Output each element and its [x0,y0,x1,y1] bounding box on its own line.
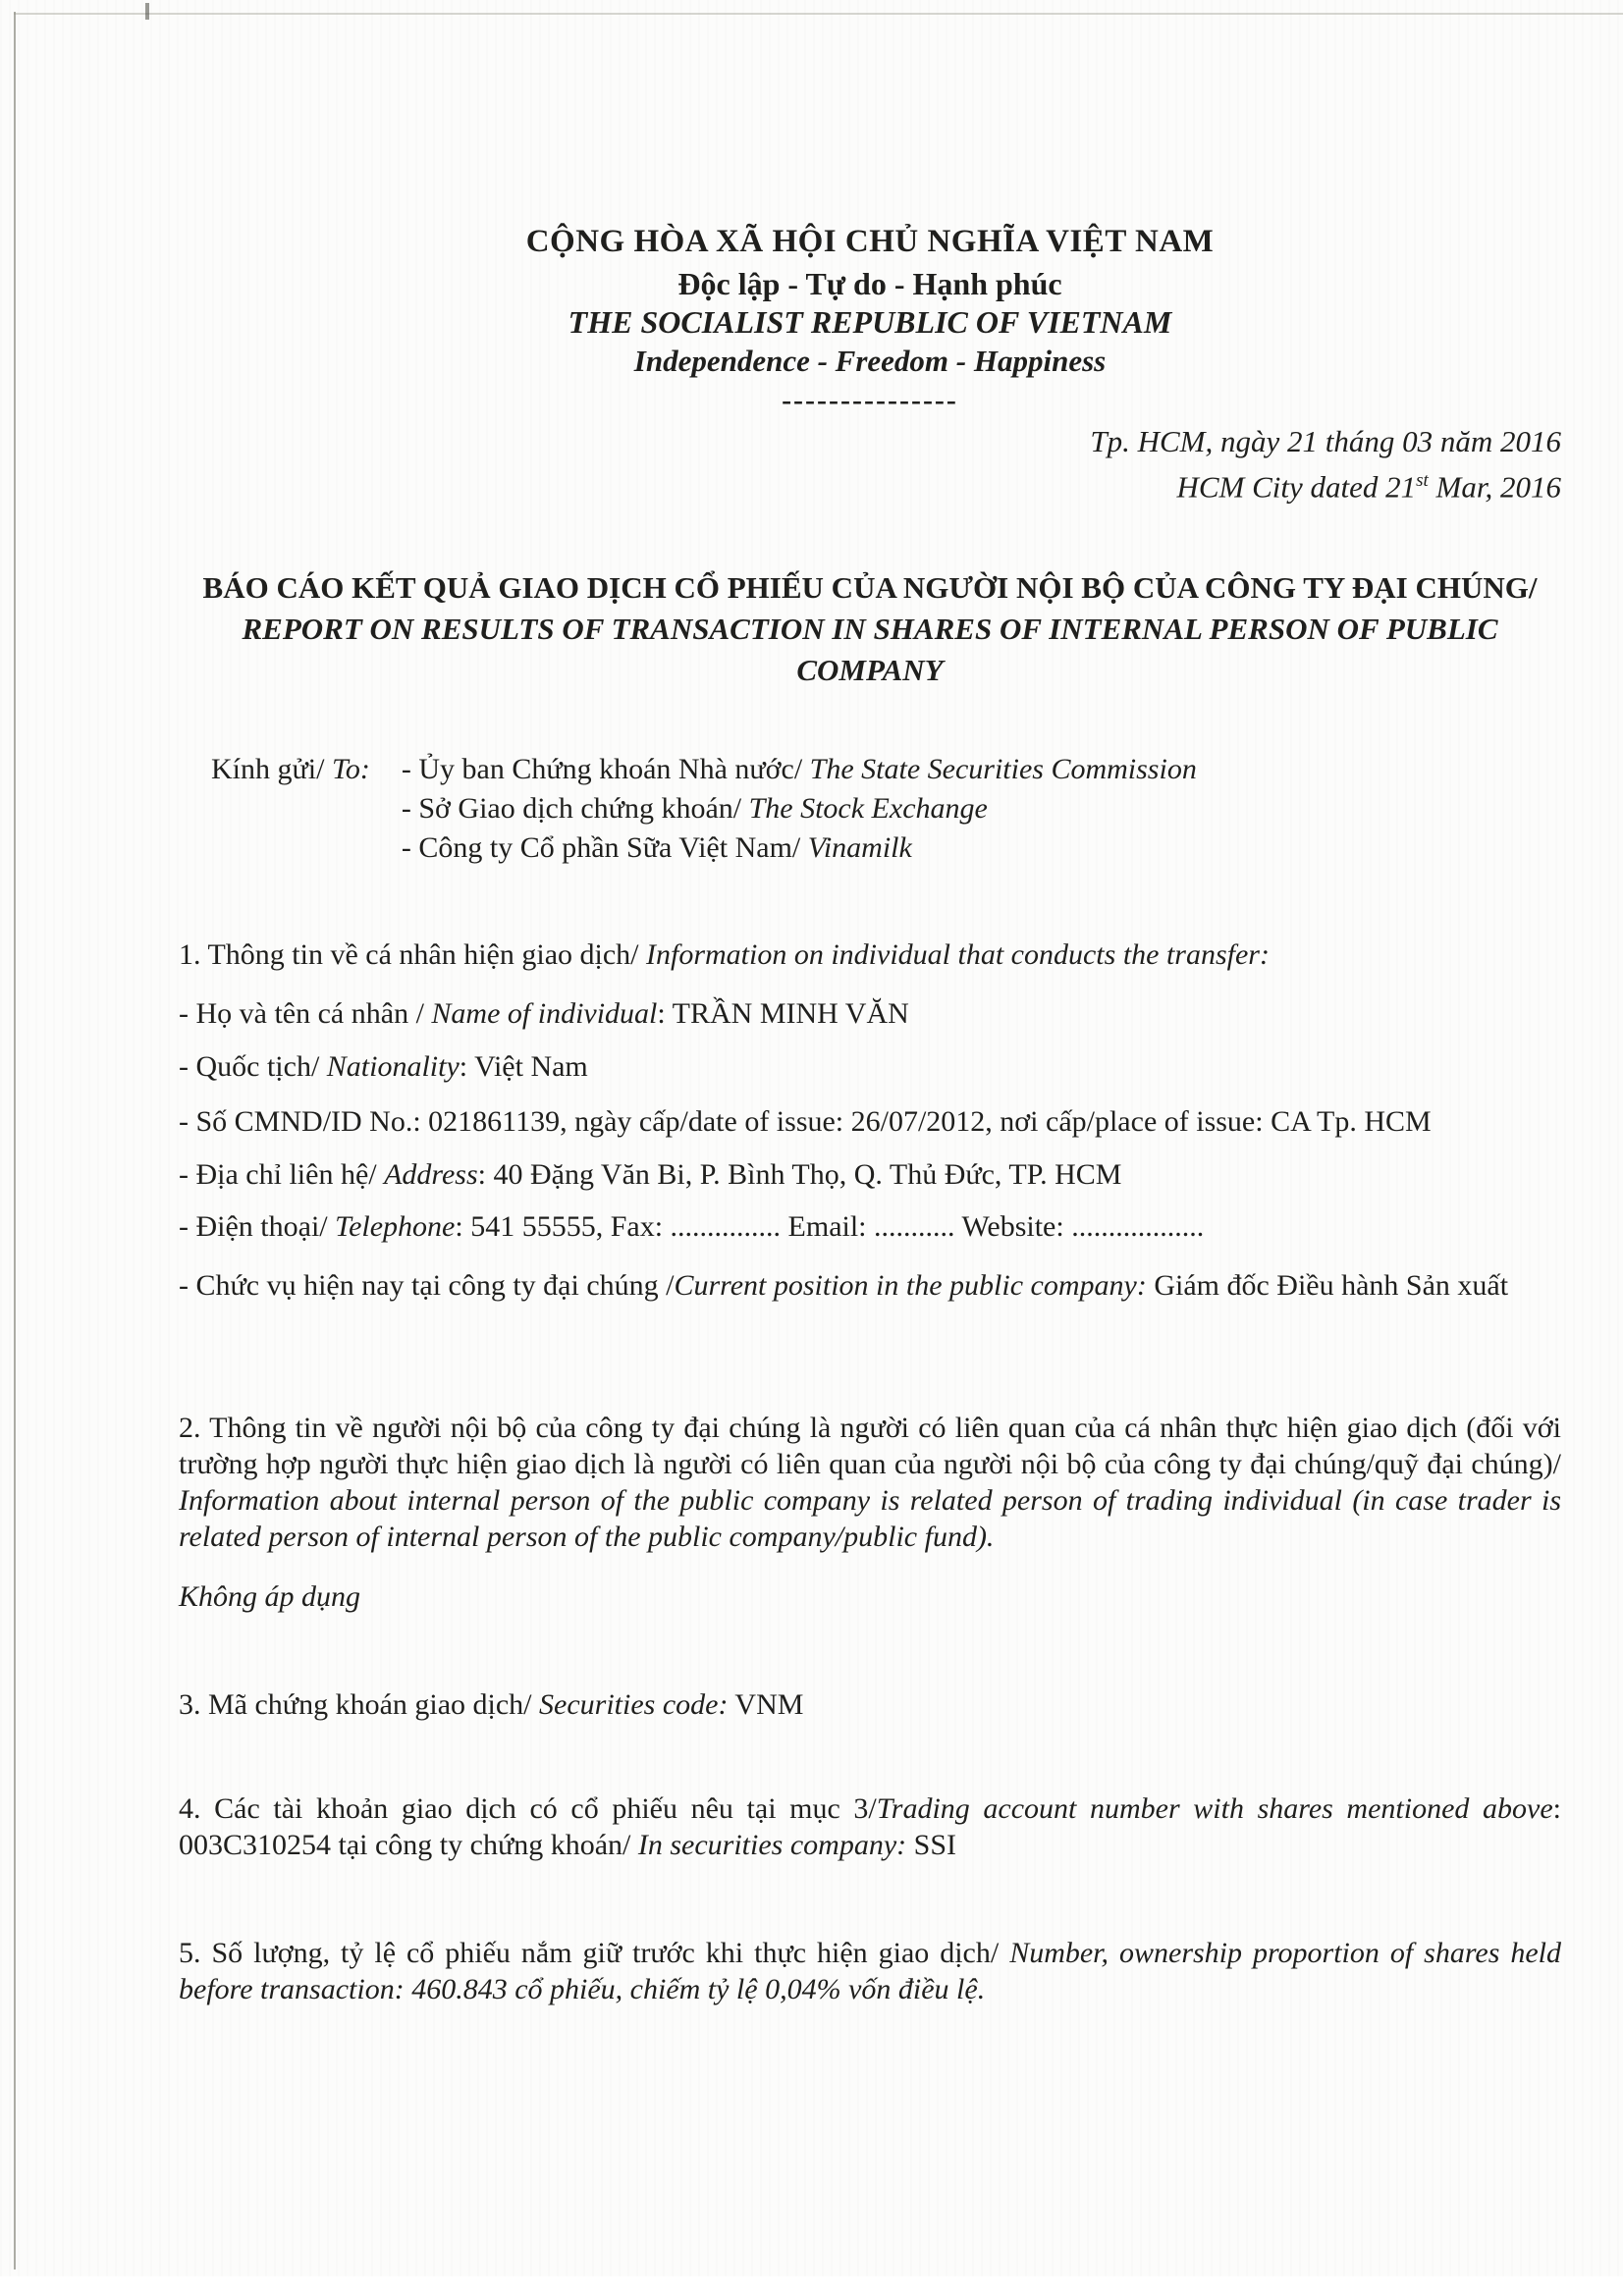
section2-paragraph [179,1410,1561,1555]
scan-artifact-tick [145,3,149,20]
national-title-en: THE SOCIALIST REPUBLIC OF VIETNAM [568,304,1172,340]
section2-not-applicable: Không áp dụng [179,1580,361,1613]
section1-heading-en: Information on individual that conducts the transfer: [646,938,1270,971]
field-value: : TRẦN MINH VĂN [657,997,909,1030]
field-label-vi: - Chức vụ hiện nay tại công ty đại chúng / [179,1269,675,1302]
national-motto-vi: Độc lập - Tự do - Hạnh phúc [677,266,1062,301]
section4-trading-account [179,1790,1561,1863]
section5-shares-held-before [179,1935,1561,2007]
recipients-list [402,750,1197,868]
recipient-en: The Stock Exchange [748,792,988,825]
field-current-position [179,1267,1561,1305]
section3-label-en: Securities code: [539,1688,729,1721]
document-title-vi: BÁO CÁO KẾT QUẢ GIAO DỊCH CỔ PHIẾU CỦA NGƯỜI NỘI BỘ CỦA CÔNG TY ĐẠI CHÚNG/ [202,570,1538,605]
field-value: : 541 55555, Fax: ............... Email: ........... Website: .................. [455,1210,1205,1243]
dateline [179,422,1561,507]
recipients-block [211,750,1197,868]
recipient-vi: - Công ty Cổ phần Sữa Việt Nam/ [401,831,808,864]
recipient-item-stock-exchange [402,789,1197,828]
section4-label-en2: In securities company: [637,1829,907,1861]
section1-heading [179,936,1561,974]
recipients-label [211,750,370,789]
recipients-label-en: To: [331,753,370,785]
field-telephone [179,1208,1561,1246]
section3-value: VNM [728,1688,804,1721]
dateline-en-prefix: HCM City dated 21 [1176,469,1417,505]
recipient-en: Vinamilk [807,831,912,864]
section4-label-en1: Trading account number with shares mentioned above [876,1792,1553,1825]
field-label-vi: - Điện thoại/ [179,1210,336,1243]
section4-value: SSI [906,1829,956,1861]
section4-label-vi1: 4. Các tài khoản giao dịch có cổ phiếu nêu tại mục 3/ [179,1792,877,1825]
dateline-vi: Tp. HCM, ngày 21 tháng 03 năm 2016 [1090,424,1561,458]
document-title [179,567,1561,691]
field-label-vi: - Họ và tên cá nhân / [179,997,432,1030]
section1-heading-vi: 1. Thông tin về cá nhân hiện giao dịch/ [179,938,647,971]
dateline-en [179,461,1561,507]
field-address [179,1156,1561,1194]
field-label-en: Name of individual [431,997,658,1030]
field-value: Giám đốc Điều hành Sản xuất [1146,1269,1509,1302]
recipient-item-vinamilk [402,828,1197,868]
recipients-label-vi: Kính gửi/ [211,753,332,785]
field-label-vi: - Quốc tịch/ [179,1050,327,1083]
document-title-en: REPORT ON RESULTS OF TRANSACTION IN SHARES OF INTERNAL PERSON OF PUBLIC COMPANY [242,612,1498,687]
scan-edge-top [14,13,1623,15]
field-name-of-individual [179,995,1561,1033]
section3-label-vi: 3. Mã chứng khoán giao dịch/ [179,1688,540,1721]
section2-text-vi: 2. Thông tin về người nội bộ của công ty đại chúng là người có liên quan của cá nhân thực hiện giao dịch (đối với trường hợp người thực hiện giao dịch là người có liên quan của người nội bộ của công ty đại chúng/quỹ đại chúng)/ [179,1412,1561,1480]
field-nationality [179,1048,1561,1086]
section2-text-en: Information about internal person of the public company is related person of trading individual (in case trader is related person of internal person of the public company/public fund). [179,1484,1561,1553]
scan-edge-left [14,12,16,2269]
field-id-number: - Số CMND/ID No.: 021861139, ngày cấp/date of issue: 26/07/2012, nơi cấp/place of issue: CA Tp. HCM [179,1105,1432,1138]
field-value: : 40 Đặng Văn Bi, P. Bình Thọ, Q. Thủ Đức, TP. HCM [477,1158,1122,1191]
dateline-en-ordinal: st [1416,470,1429,491]
field-label-en: Nationality [326,1050,460,1083]
field-label-en: Telephone [335,1210,456,1243]
recipient-en: The State Securities Commission [809,753,1197,785]
recipient-vi: - Ủy ban Chứng khoán Nhà nước/ [401,753,810,785]
field-label-en: Address [384,1158,478,1191]
national-title-vi: CỘNG HÒA XÃ HỘI CHỦ NGHĨA VIỆT NAM [525,224,1215,259]
section3-securities-code [179,1686,1561,1724]
recipient-vi: - Sở Giao dịch chứng khoán/ [401,792,749,825]
section4-label-vi2: : 003C310254 tại công ty chứng khoán/ [179,1792,1561,1861]
field-label-en: Current position in the public company: [674,1269,1147,1302]
scan-edge-bottom [0,2276,1623,2296]
header-separator-dashes: --------------- [782,384,958,416]
national-header [179,218,1561,420]
recipient-item-state-securities-commission [402,750,1197,789]
dateline-en-suffix: Mar, 2016 [1428,469,1561,505]
national-motto-en: Independence - Freedom - Happiness [633,344,1107,378]
field-value: : Việt Nam [459,1050,588,1083]
section5-text-en: Number, ownership proportion of shares held before transaction: 460.843 cổ phiếu, chiếm tỷ lệ 0,04% vốn điều lệ. [179,1937,1562,2005]
field-label-vi: - Địa chỉ liên hệ/ [179,1158,385,1191]
section5-label-vi: 5. Số lượng, tỷ lệ cổ phiếu nắm giữ trước khi thực hiện giao dịch/ [179,1937,1010,1969]
